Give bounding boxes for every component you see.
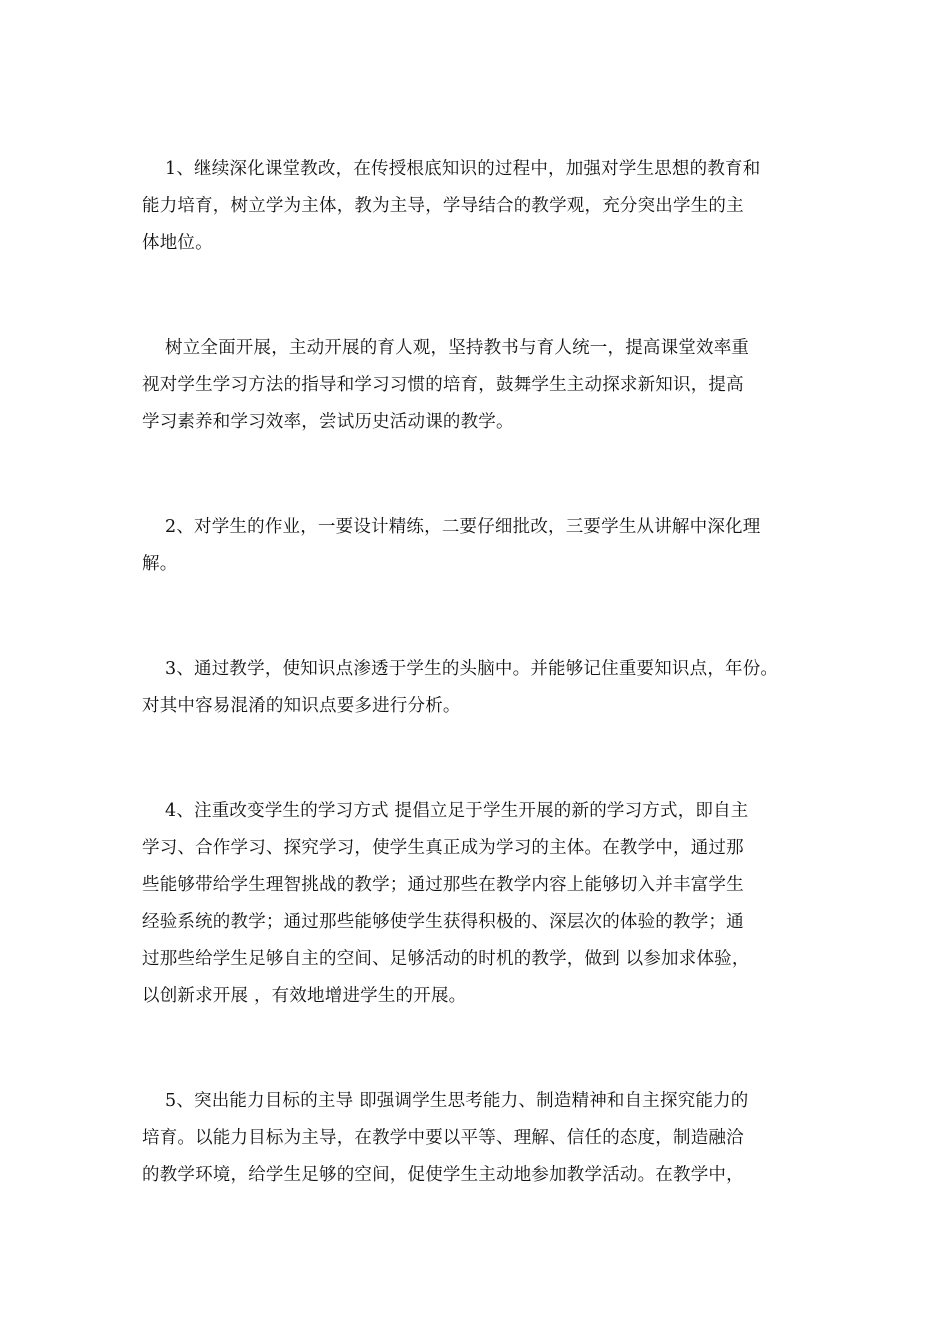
paragraph-line: 1、继续深化课堂教改，在传授根底知识的过程中，加强对学生思想的教育和 (165, 159, 761, 179)
paragraph-line: 培育。以能力目标为主导，在教学中要以平等、理解、信任的态度，制造融洽 (142, 1128, 744, 1148)
paragraph-line: 3、通过教学，使知识点渗透于学生的头脑中。并能够记住重要知识点，年份。 (165, 659, 779, 679)
paragraph-line: 树立全面开展，主动开展的育人观，坚持教书与育人统一，提高课堂效率重 (165, 338, 750, 358)
paragraph-line: 解。 (142, 554, 178, 574)
paragraph-line: 学习素养和学习效率，尝试历史活动课的教学。 (142, 412, 514, 432)
paragraph-line: 学习、合作学习、探究学习，使学生真正成为学习的主体。在教学中，通过那 (142, 838, 744, 858)
paragraph-line: 以创新求开展 ，有效地增进学生的开展。 (142, 986, 467, 1006)
paragraph-line: 视对学生学习方法的指导和学习习惯的培育，鼓舞学生主动探求新知识，提高 (142, 375, 744, 395)
paragraph-line: 5、突出能力目标的主导 即强调学生思考能力、制造精神和自主探究能力的 (165, 1091, 749, 1111)
paragraph-line: 体地位。 (142, 233, 213, 253)
paragraph-line: 些能够带给学生理智挑战的教学；通过那些在教学内容上能够切入并丰富学生 (142, 875, 744, 895)
paragraph-line: 2、对学生的作业，一要设计精练，二要仔细批改，三要学生从讲解中深化理 (165, 517, 761, 537)
paragraph-line: 过那些给学生足够自主的空间、足够活动的时机的教学，做到 以参加求体验， (142, 949, 750, 969)
paragraph-line: 能力培育，树立学为主体，教为主导，学导结合的教学观，充分突出学生的主 (142, 196, 744, 216)
paragraph-line: 的教学环境，给学生足够的空间，促使学生主动地参加教学活动。在教学中， (142, 1165, 744, 1185)
paragraph-line: 经验系统的教学；通过那些能够使学生获得积极的、深层次的体验的教学；通 (142, 912, 744, 932)
paragraph-line: 对其中容易混淆的知识点要多进行分析。 (142, 696, 461, 716)
paragraph-line: 4、注重改变学生的学习方式 提倡立足于学生开展的新的学习方式，即自主 (165, 801, 749, 821)
